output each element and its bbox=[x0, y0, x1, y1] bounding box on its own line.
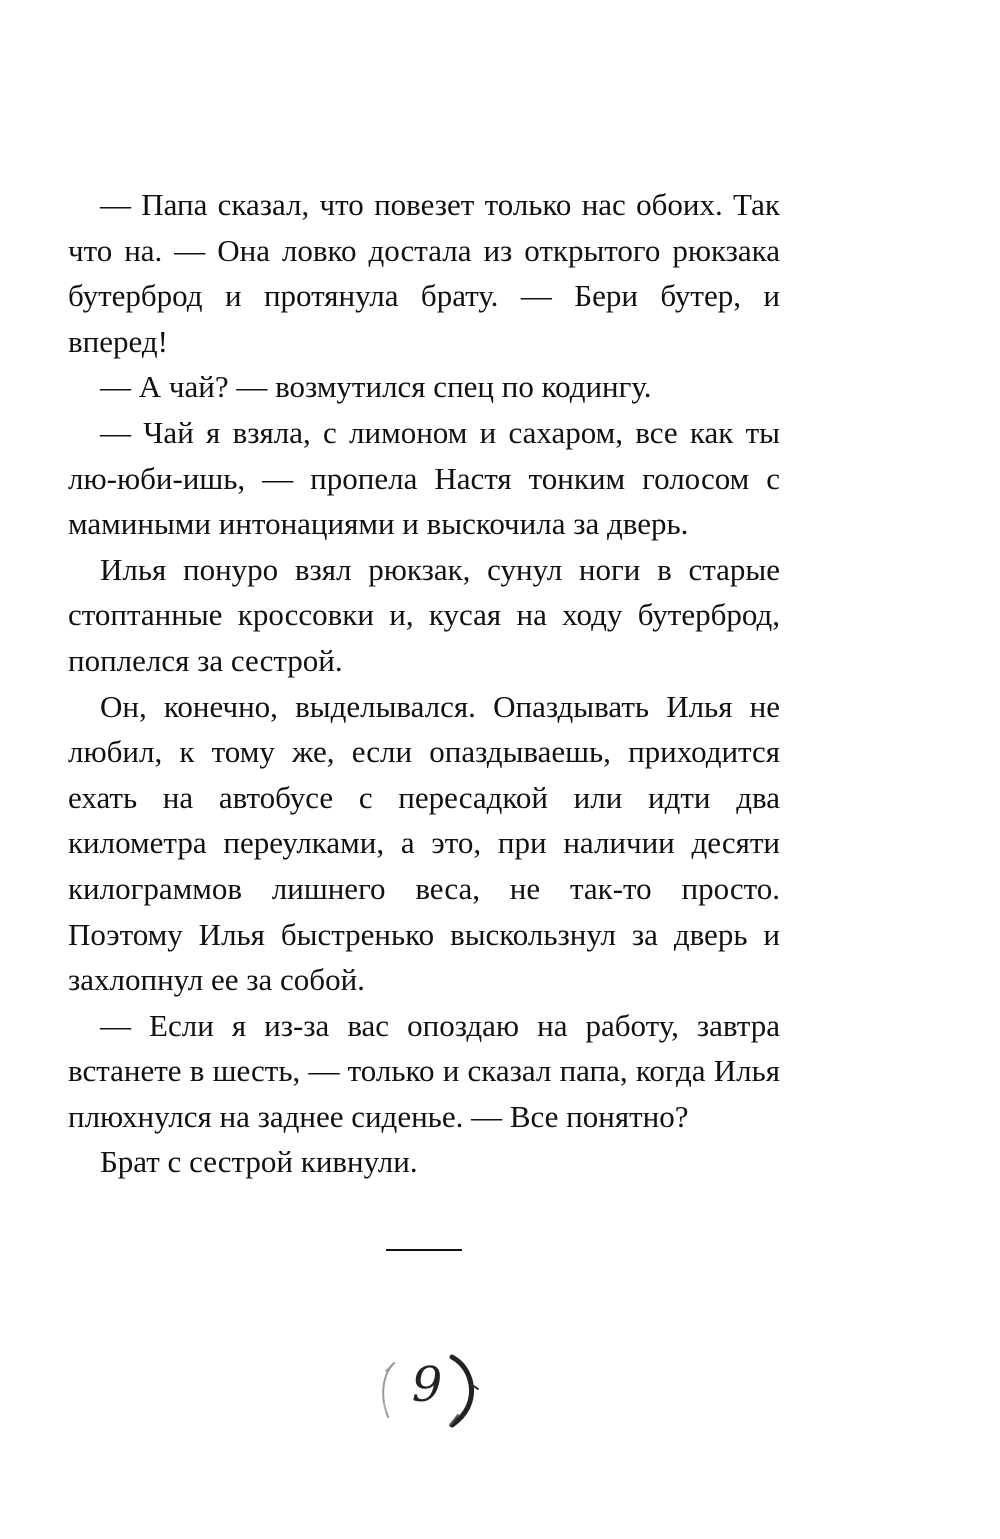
paragraph-5: Он, конечно, выделывался. Опаздывать Илья не любил, к тому же, если опаздываешь, приходится ехать на автобусе с пересадкой или идти два километра переулками, а это, при наличии десяти килограммов лишнего веса, не так-то просто. Поэтому Илья быстренько выскользнул за дверь и захлопнул ее за собой. bbox=[68, 688, 780, 998]
paragraph-3: — Чай я взяла, с лимоном и сахаром, все как ты лю-юби-ишь, — пропела Настя тонким голосом с мамиными интонациями и выскочила за дверь. bbox=[68, 414, 780, 542]
paragraph-2: — А чай? — возмутился спец по кодингу. bbox=[100, 369, 652, 405]
section-separator bbox=[386, 1249, 462, 1251]
paragraph-1: — Папа сказал, что повезет только нас обоих. Так что на. — Она ловко достала из открытого рюкзака бутерброд и протянула брату. — Бери бутер, и вперед! bbox=[68, 187, 780, 359]
paragraph-6: — Если я из-за вас опоздаю на работу, завтра встанете в шесть, — только и сказал папа, когда Илья плюхнулся на заднее сиденье. — Все понятно? bbox=[68, 1007, 780, 1134]
page-number-ornament bbox=[372, 1345, 482, 1435]
paragraph-4: Илья понуро взял рюкзак, сунул ноги в старые стоптанные кроссовки и, кусая на ходу бутерброд, поплелся за сестрой. bbox=[68, 551, 780, 678]
page-number: 9 bbox=[411, 1357, 443, 1413]
page-body-text bbox=[68, 182, 780, 1185]
paragraph-7: Брат с сестрой кивнули. bbox=[100, 1144, 418, 1180]
